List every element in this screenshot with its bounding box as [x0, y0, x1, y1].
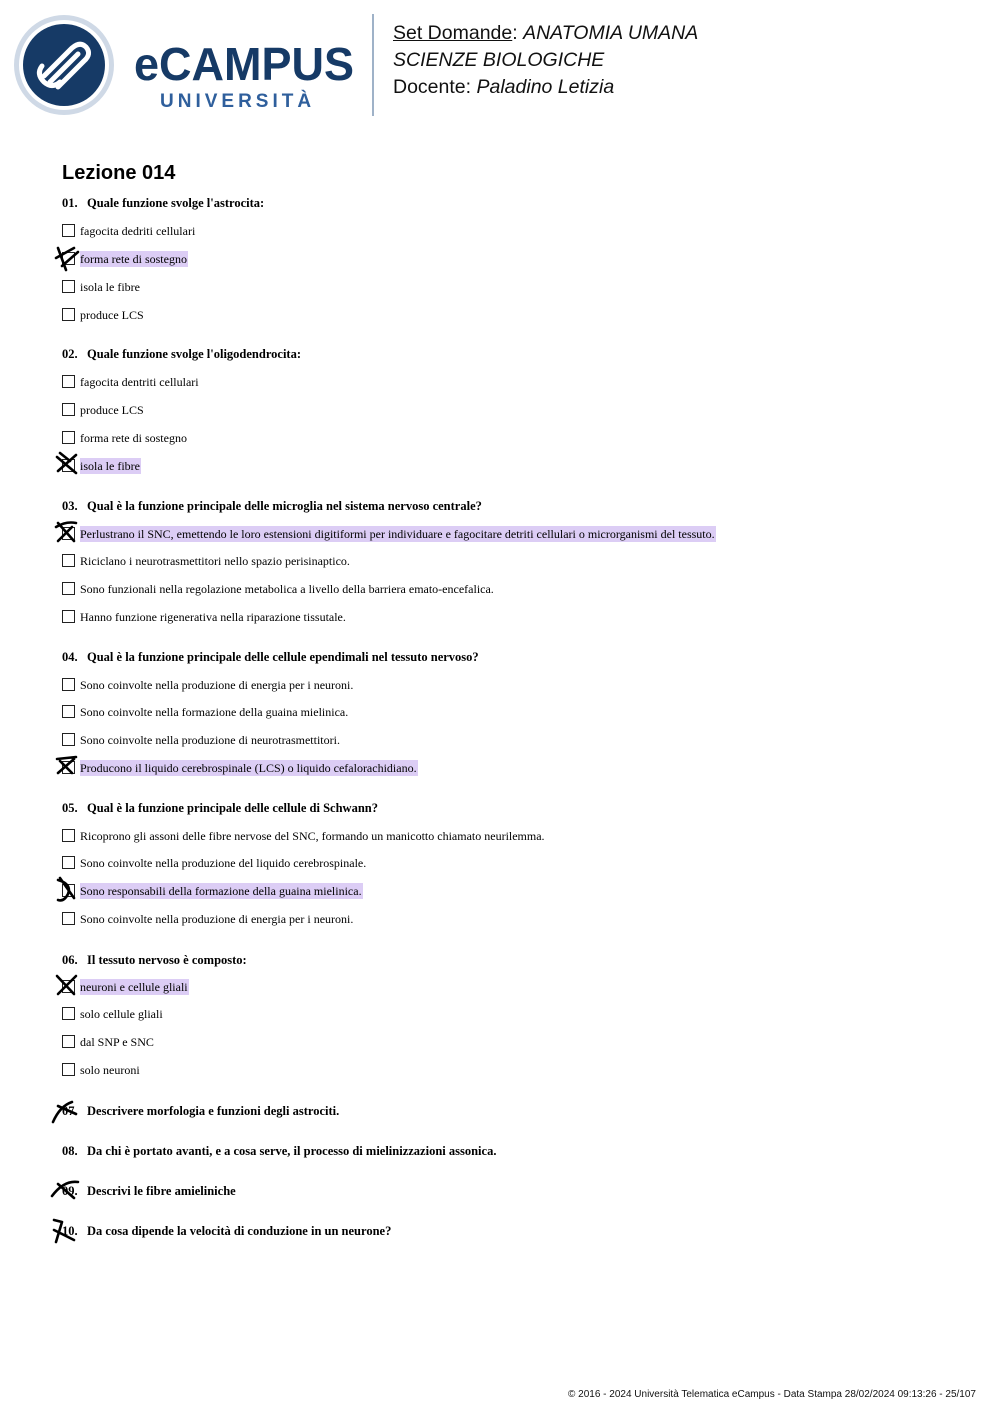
question-title — [62, 801, 378, 816]
question-title — [62, 499, 482, 514]
question-text: Quale funzione svolge l'oligodendrocita: — [87, 347, 302, 361]
answer-text: Riciclano i neurotrasmettitori nello spazio perisinaptico. — [80, 554, 350, 568]
set-info: Set Domande: ANATOMIA UMANA SCIENZE BIOLOGICHE Docente: Paladino Letizia — [393, 22, 699, 98]
question-title — [62, 1184, 236, 1199]
set-label: Set Domande — [393, 22, 513, 44]
question-number: 01. — [62, 196, 78, 210]
question-text: Qual è la funzione principale delle microglia nel sistema nervoso centrale? — [87, 499, 482, 513]
handwritten-check-mark — [54, 451, 84, 481]
answer-text: Producono il liquido cerebrospinale (LCS) o liquido cefalorachidiano. — [80, 761, 417, 775]
handwritten-check-mark — [54, 519, 84, 549]
question-text: Da cosa dipende la velocità di conduzione in un neurone? — [87, 1224, 392, 1238]
question-title — [62, 1104, 339, 1119]
answer-checkbox[interactable] — [62, 582, 75, 595]
answer-text: Sono coinvolte nella formazione della guaina mielinica. — [80, 705, 349, 719]
answer-text: neuroni e cellule gliali — [80, 980, 188, 994]
handwritten-check-mark — [54, 972, 84, 1002]
answer-checkbox[interactable] — [62, 1035, 75, 1048]
answer-text: dal SNP e SNC — [80, 1035, 154, 1049]
answer-text: solo neuroni — [80, 1063, 140, 1077]
answer-checkbox[interactable] — [62, 375, 75, 388]
handwritten-check-mark — [54, 876, 84, 906]
question-title — [62, 196, 264, 211]
handwritten-check-mark — [50, 1096, 80, 1126]
answer-text: Sono coinvolte nella produzione di neurotrasmettitori. — [80, 733, 340, 747]
handwritten-check-mark — [50, 1216, 80, 1246]
footer: © 2016 - 2024 Università Telematica eCampus - Data Stampa 28/02/2024 09:13:26 - 25/107 — [568, 1389, 976, 1400]
question-number: 05. — [62, 801, 78, 815]
question-number: 09. — [62, 1184, 78, 1198]
question-number: 02. — [62, 347, 78, 361]
header-divider — [372, 14, 374, 116]
question-text: Quale funzione svolge l'astrocita: — [87, 196, 265, 210]
answer-text: produce LCS — [80, 403, 144, 417]
answer-checkbox[interactable] — [62, 610, 75, 623]
answer-text: isola le fibre — [80, 280, 140, 294]
question-text: Il tessuto nervoso è composto: — [87, 953, 247, 967]
answer-text: Hanno funzione rigenerativa nella riparazione tissutale. — [80, 610, 346, 624]
answer-checkbox[interactable] — [62, 1063, 75, 1076]
question-text: Qual è la funzione principale delle cellule ependimali nel tessuto nervoso? — [87, 650, 479, 664]
answer-checkbox[interactable] — [62, 829, 75, 842]
answer-text: Perlustrano il SNC, emettendo le loro estensioni digitiformi per individuare e fagocitare detriti cellulari o microrganismi del tessuto. — [80, 527, 715, 541]
answer-checkbox[interactable] — [62, 308, 75, 321]
answer-text: isola le fibre — [80, 459, 140, 473]
answer-text: fagocita dedriti cellulari — [80, 224, 196, 238]
answer-checkbox[interactable] — [62, 912, 75, 925]
answer-text: Sono funzionali nella regolazione metabolica a livello della barriera emato-encefalica. — [80, 582, 494, 596]
answer-text: fagocita dentriti cellulari — [80, 375, 199, 389]
question-number: 06. — [62, 953, 78, 967]
answer-checkbox[interactable] — [62, 856, 75, 869]
question-title — [62, 1224, 391, 1239]
answer-text: Ricoprono gli assoni delle fibre nervose del SNC, formando un manicotto chiamato neurilemma. — [80, 829, 545, 843]
answer-checkbox[interactable] — [62, 431, 75, 444]
question-number: 08. — [62, 1144, 78, 1158]
degree-name: SCIENZE BIOLOGICHE — [393, 49, 605, 71]
question-text: Da chi è portato avanti, e a cosa serve, il processo di mielinizzazioni assonica. — [87, 1144, 497, 1158]
answer-checkbox[interactable] — [62, 280, 75, 293]
question-title — [62, 953, 247, 968]
answer-checkbox[interactable] — [62, 678, 75, 691]
question-number: 04. — [62, 650, 78, 664]
question-title — [62, 1144, 496, 1159]
question-number: 10. — [62, 1224, 78, 1238]
question-title — [62, 650, 479, 665]
handwritten-check-mark — [54, 244, 84, 274]
answer-text: forma rete di sostegno — [80, 431, 187, 445]
answer-text: forma rete di sostegno — [80, 252, 187, 266]
teacher-name: Paladino Letizia — [476, 76, 615, 98]
ecampus-logo — [14, 14, 364, 118]
question-number: 03. — [62, 499, 78, 513]
question-title — [62, 347, 301, 362]
handwritten-check-mark — [50, 1176, 80, 1206]
answer-text: Sono responsabili della formazione della guaina mielinica. — [80, 884, 362, 898]
answer-checkbox[interactable] — [62, 733, 75, 746]
document-header — [0, 0, 1000, 130]
question-text: Qual è la funzione principale delle cellule di Schwann? — [87, 801, 378, 815]
course-name: ANATOMIA UMANA — [523, 22, 699, 44]
answer-text: produce LCS — [80, 308, 144, 322]
answer-text: Sono coinvolte nella produzione di energia per i neuroni. — [80, 678, 354, 692]
question-text: Descrivi le fibre amieliniche — [87, 1184, 236, 1198]
lesson-title: Lezione 014 — [62, 162, 176, 184]
answer-text: solo cellule gliali — [80, 1007, 163, 1021]
answer-checkbox[interactable] — [62, 705, 75, 718]
answer-text: Sono coinvolte nella produzione di energia per i neuroni. — [80, 912, 354, 926]
handwritten-check-mark — [54, 753, 84, 783]
answer-checkbox[interactable] — [62, 554, 75, 567]
answer-checkbox[interactable] — [62, 1007, 75, 1020]
teacher-label: Docente — [393, 76, 466, 98]
logo-sub: UNIVERSITÀ — [160, 91, 316, 112]
answer-text: Sono coinvolte nella produzione del liquido cerebrospinale. — [80, 856, 367, 870]
question-text: Descrivere morfologia e funzioni degli astrociti. — [87, 1104, 340, 1118]
answer-checkbox[interactable] — [62, 224, 75, 237]
logo-brand: eCAMPUS — [134, 38, 354, 90]
question-number: 07. — [62, 1104, 78, 1118]
answer-checkbox[interactable] — [62, 403, 75, 416]
